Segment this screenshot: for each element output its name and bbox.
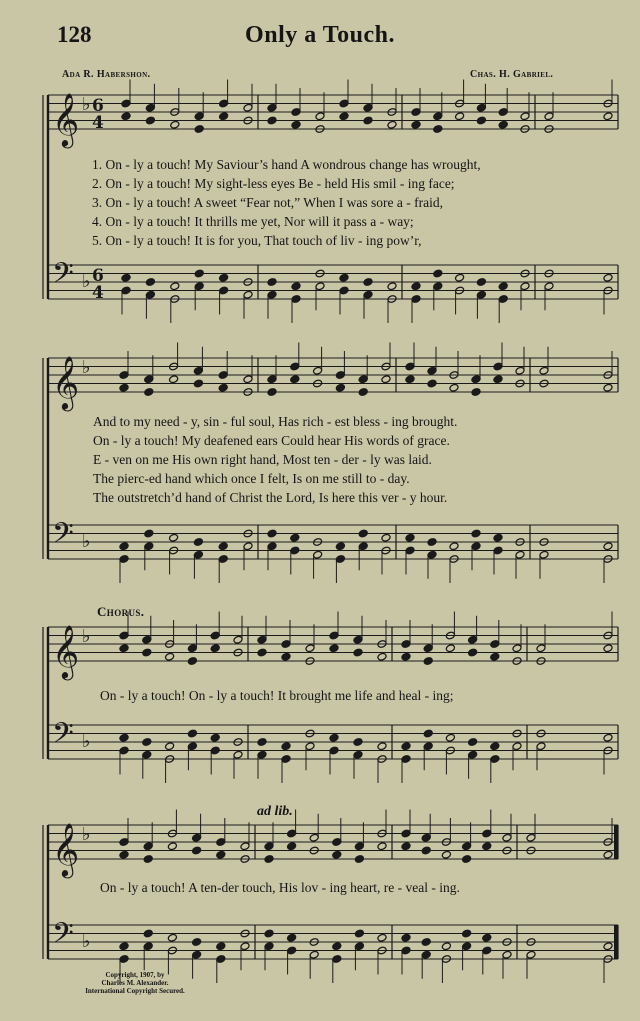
verse-line: E - ven on me His own right hand, Most ten - der - ly was laid. [93, 452, 432, 467]
note-head [441, 942, 451, 951]
note-head [363, 278, 373, 287]
note-head [219, 273, 229, 282]
note-head [291, 120, 301, 129]
note-head [401, 933, 411, 942]
note-head [332, 850, 342, 859]
verse-line: 3. On - ly a touch! A sweet “Fear not,” When I was sore a - fraid, [92, 195, 444, 210]
final-bar-line [614, 825, 618, 859]
note-head [170, 120, 180, 129]
bass-clef-icon: 𝄢 [52, 257, 74, 297]
note-head [358, 529, 368, 538]
copyright-line: Copyright, 1907, by [105, 971, 165, 979]
note-head [165, 742, 175, 751]
note-head [121, 112, 131, 121]
note-head [363, 116, 373, 125]
note-head [193, 379, 203, 388]
note-head [603, 112, 613, 121]
note-head [441, 850, 451, 859]
copyright-line: Charles M. Alexander. [101, 979, 169, 987]
time-signature-numeral: 4 [92, 283, 104, 303]
bass-clef-icon: 𝄢 [52, 517, 74, 557]
note-head [498, 120, 508, 129]
note-head [144, 529, 154, 538]
flat-key-signature-icon: ♭ [82, 731, 91, 752]
flat-key-signature-icon: ♭ [82, 271, 91, 292]
time-signature-numeral: 6 [92, 266, 104, 286]
verse-line: 2. On - ly a touch! My sight-less eyes Be - held His smil - ing face; [92, 176, 455, 191]
note-head [167, 933, 177, 942]
note-head [498, 282, 508, 291]
note-head [455, 112, 465, 121]
note-head [169, 375, 179, 384]
note-head [219, 112, 229, 121]
note-head [339, 273, 349, 282]
note-head [332, 942, 342, 951]
note-head [142, 648, 152, 657]
note-head [353, 738, 363, 747]
treble-clef-icon: 𝄞 [52, 822, 80, 876]
note-head [377, 933, 387, 942]
note-head [401, 652, 411, 661]
composer-credit: Chas. H. Gabriel. [470, 69, 554, 80]
note-head [603, 644, 613, 653]
lyricist-credit: Ada R. Habershon. [62, 69, 151, 80]
note-head [381, 533, 391, 542]
note-head [287, 842, 297, 851]
note-head [433, 125, 443, 134]
treble-clef-icon: 𝄞 [52, 92, 80, 146]
note-head [281, 742, 291, 751]
note-head [142, 738, 152, 747]
bass-clef-icon: 𝄢 [52, 917, 74, 957]
note-head [449, 383, 459, 392]
note-head [267, 116, 277, 125]
note-head [455, 273, 465, 282]
note-head [218, 383, 228, 392]
note-head [145, 278, 155, 287]
note-head [290, 533, 300, 542]
note-head [291, 282, 301, 291]
note-head [193, 538, 203, 547]
note-head [290, 375, 300, 384]
note-head [167, 842, 177, 851]
verse-line: The outstretch’d hand of Christ the Lord, Is here this ver - y hour. [93, 490, 448, 505]
note-head [377, 842, 387, 851]
note-head [194, 269, 204, 278]
note-head [187, 729, 197, 738]
note-head [169, 533, 179, 542]
verse-line: The pierc-ed hand which once I felt, Is on me still to - day. [93, 471, 410, 486]
copyright-line: International Copyright Secured. [85, 987, 185, 995]
note-head [603, 542, 613, 551]
note-head [353, 648, 363, 657]
note-head [462, 929, 472, 938]
note-head [143, 855, 153, 864]
note-head [377, 742, 387, 751]
note-head [194, 125, 204, 134]
note-head [119, 383, 129, 392]
note-head [401, 842, 411, 851]
note-head [405, 375, 415, 384]
note-head [119, 733, 129, 742]
page-number: 128 [57, 22, 92, 47]
note-head [121, 273, 131, 282]
note-head [411, 282, 421, 291]
note-head [287, 933, 297, 942]
flat-key-signature-icon: ♭ [82, 824, 91, 845]
note-head [387, 282, 397, 291]
note-head [358, 388, 368, 397]
note-head [354, 855, 364, 864]
note-head [192, 846, 202, 855]
note-head [264, 855, 274, 864]
note-head [267, 278, 277, 287]
note-head [267, 529, 277, 538]
note-head [187, 657, 197, 666]
note-head [119, 850, 129, 859]
note-head [490, 742, 500, 751]
note-head [462, 855, 472, 864]
note-head [493, 375, 503, 384]
note-head [257, 738, 267, 747]
note-head [354, 929, 364, 938]
note-head [145, 116, 155, 125]
note-head [433, 269, 443, 278]
chorus-lyric-line-2: On - ly a touch! A ten-der touch, His lov - ing heart, re - veal - ing. [100, 880, 460, 895]
chorus-lyric-line-1: On - ly a touch! On - ly a touch! It brought me life and heal - ing; [100, 688, 454, 703]
note-head [427, 379, 437, 388]
note-head [445, 733, 455, 742]
note-head [445, 644, 455, 653]
treble-clef-icon: 𝄞 [52, 624, 80, 678]
note-head [603, 383, 613, 392]
verse-line: 1. On - ly a touch! My Saviour’s hand A wondrous change has wrought, [92, 157, 481, 172]
note-head [387, 120, 397, 129]
flat-key-signature-icon: ♭ [82, 931, 91, 952]
note-head [119, 542, 129, 551]
note-head [281, 652, 291, 661]
note-head [421, 938, 431, 947]
note-head [257, 648, 267, 657]
note-head [482, 933, 492, 942]
note-head [423, 729, 433, 738]
note-head [335, 542, 345, 551]
note-head [119, 644, 129, 653]
note-head [603, 733, 613, 742]
note-head [339, 112, 349, 121]
verse-line: 5. On - ly a touch! It is for you, That touch of liv - ing pow’r, [92, 233, 422, 248]
note-head [335, 383, 345, 392]
ad-lib-marking: ad lib. [257, 804, 293, 819]
hymn-title: Only a Touch. [245, 22, 395, 48]
note-head [471, 529, 481, 538]
note-head [216, 850, 226, 859]
flat-key-signature-icon: ♭ [82, 357, 91, 378]
flat-key-signature-icon: ♭ [82, 531, 91, 552]
treble-clef-icon: 𝄞 [52, 355, 80, 409]
time-signature-numeral: 4 [92, 113, 104, 133]
verse-line: And to my need - y, sin - ful soul, Has rich - est bless - ing brought. [93, 414, 458, 429]
note-head [476, 278, 486, 287]
note-head [165, 652, 175, 661]
bass-clef-icon: 𝄢 [52, 717, 74, 757]
verse-line: 4. On - ly a touch! It thrills me yet, Nor will it pass a - way; [92, 214, 414, 229]
note-head [423, 657, 433, 666]
note-head [411, 120, 421, 129]
time-signature-numeral: 6 [92, 96, 104, 116]
note-head [119, 942, 129, 951]
note-head [170, 282, 180, 291]
final-bar-line [614, 925, 618, 959]
note-head [421, 846, 431, 855]
note-head [482, 842, 492, 851]
note-head [216, 942, 226, 951]
note-head [143, 929, 153, 938]
note-head [405, 533, 415, 542]
flat-key-signature-icon: ♭ [82, 626, 91, 647]
note-head [603, 942, 613, 951]
note-head [144, 388, 154, 397]
note-head [210, 733, 220, 742]
note-head [401, 742, 411, 751]
note-head [471, 388, 481, 397]
note-head [381, 375, 391, 384]
chorus-label: Chorus. [97, 604, 145, 619]
note-head [329, 733, 339, 742]
note-head [218, 542, 228, 551]
note-head [468, 648, 478, 657]
verse-line: On - ly a touch! My deafened ears Could hear His words of grace. [93, 433, 450, 448]
note-head [264, 929, 274, 938]
note-head [468, 738, 478, 747]
note-head [267, 388, 277, 397]
note-head [377, 652, 387, 661]
note-head [329, 644, 339, 653]
note-head [427, 538, 437, 547]
note-head [210, 644, 220, 653]
note-head [449, 542, 459, 551]
note-head [603, 273, 613, 282]
note-head [476, 116, 486, 125]
copyright-notice [60, 971, 210, 995]
note-head [603, 850, 613, 859]
note-head [490, 652, 500, 661]
note-head [192, 938, 202, 947]
flat-key-signature-icon: ♭ [82, 94, 91, 115]
note-head [493, 533, 503, 542]
